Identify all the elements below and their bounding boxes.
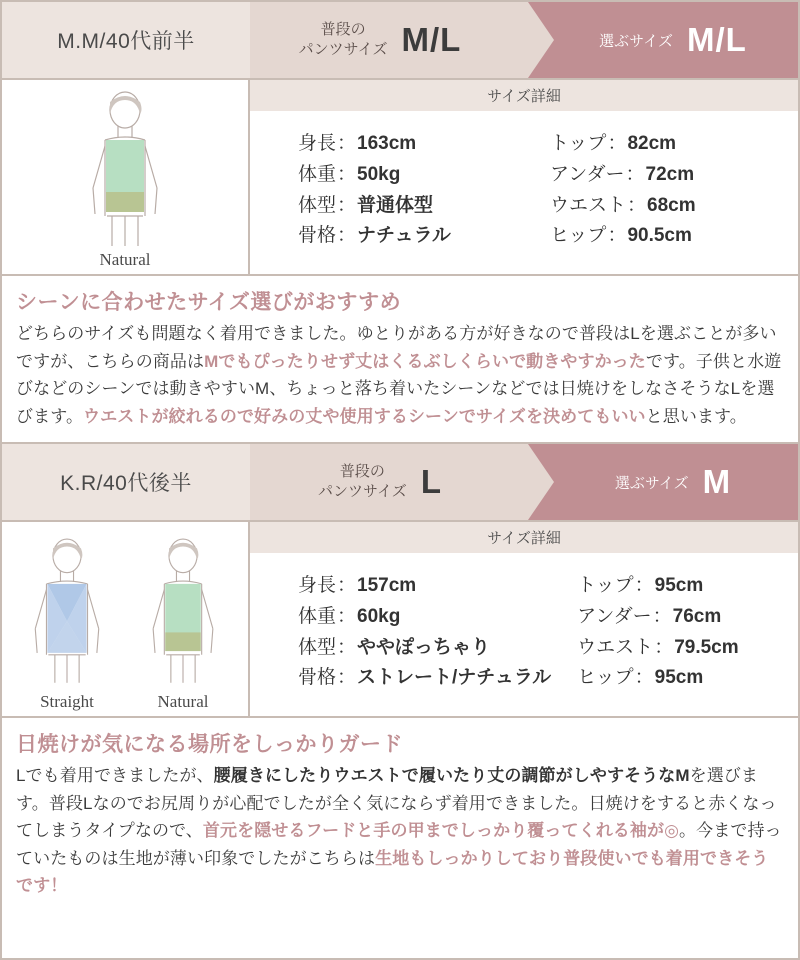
body-figure-natural (65, 88, 185, 270)
chosen-size-block (528, 444, 798, 520)
comment-part-highlight: Mでもぴったりせず丈はくるぶしくらいで動きやすかった (204, 351, 646, 371)
usual-size-label-line1: 普段の (320, 20, 366, 38)
body-type-figures (2, 80, 250, 274)
usual-size-label (318, 462, 407, 503)
spec-key: 体型 (298, 194, 337, 216)
spec-value: 72cm (645, 163, 695, 185)
chosen-size-label: 選ぶサイズ (614, 474, 689, 492)
body-figure-caption: Natural (157, 692, 209, 712)
reviewer-name: M.M/40代前半 (2, 2, 250, 78)
spec-value: 76cm (672, 605, 722, 627)
usual-size-label-line2: パンツサイズ (298, 41, 388, 58)
comment-part-bold: 腰履きにしたりウエストで履いたり丈の調節がしやすそうなM (213, 766, 690, 786)
comment-part: Lでも着用できましたが、 (16, 766, 214, 786)
spec-value: 90.5cm (627, 225, 692, 247)
spec-weight: 体重 ： 60kg (250, 602, 551, 633)
usual-size-value: L (420, 463, 442, 501)
spec-shape: 体型 ： ややぽっちゃり (250, 633, 551, 664)
body-figure-caption: Natural (99, 250, 151, 269)
chosen-size-value: M/L (686, 21, 747, 58)
spec-waist: ウエスト ： 68cm (524, 191, 798, 222)
spec-top: トップ ： 95cm (551, 571, 798, 602)
body-illustration-straight-icon (11, 530, 123, 690)
review-card-2 (2, 442, 798, 912)
size-details (250, 522, 798, 716)
spec-key: 身長 (298, 575, 337, 597)
body-illustration-natural-icon (65, 88, 185, 248)
usual-size-label-line1: 普段の (339, 462, 385, 480)
spec-key: 骨格 (298, 667, 337, 689)
comment-part-highlight: ウエストが絞れるので好みの丈や使用するシーンでサイズを決めてもいい (83, 406, 646, 426)
spec-grid (250, 111, 798, 274)
review-comment (2, 274, 798, 442)
spec-value: ややぽっちゃり (357, 636, 491, 658)
comment-part-highlight: 生地もしっかりしており普段使いでも着用できそうです！ (16, 848, 769, 896)
comment-part: です。子供と水遊びなどのシーンでは動きやすいM、ちょっと落ち着いたシーンなどでは日焼けをしなさそうなLを選びます。 (16, 351, 782, 426)
spec-frame: 骨格 ： ストレート/ナチュラル (250, 663, 551, 694)
size-details-title: サイズ詳細 (250, 522, 798, 553)
comment-title: 日焼けが気になる場所をしっかりガード (16, 733, 403, 757)
spec-grid (250, 553, 798, 716)
comment-title: シーンに合わせたサイズ選びがおすすめ (16, 291, 402, 314)
spec-value: 50kg (357, 163, 401, 185)
comment-part-highlight: 首元を隠せるフードと手の甲までしっかり覆ってくれる袖が◎ (202, 821, 680, 841)
spec-key: ウエスト (577, 636, 654, 658)
spec-key: 身長 (298, 132, 337, 154)
body-figure-natural (127, 530, 239, 712)
comment-part: どちらのサイズも問題なく着用できました。ゆとりがある方が好きなので普段はLを選ぶことが多いですが、こちらの商品は (16, 324, 777, 371)
spec-key: トップ (577, 575, 634, 597)
spec-key: ウエスト (550, 194, 627, 216)
spec-frame: 骨格 ： ナチュラル (250, 221, 524, 252)
review-comment (2, 716, 798, 912)
review-header (2, 2, 798, 78)
comment-part: 。今まで持っていたものは生地が薄い印象でしたがこちらは (16, 821, 782, 868)
comment-text (16, 320, 784, 430)
spec-value: 79.5cm (674, 636, 739, 658)
spec-shape: 体型 ： 普通体型 (250, 191, 524, 222)
usual-size-label-line2: パンツサイズ (318, 483, 407, 501)
spec-value: 68cm (647, 194, 696, 216)
size-details (250, 80, 798, 274)
chosen-size-label: 選ぶサイズ (599, 32, 673, 50)
comment-part: と思います。 (645, 406, 747, 426)
spec-key: 骨格 (298, 225, 337, 247)
usual-size-block (250, 2, 528, 78)
spec-key: アンダー (577, 605, 652, 627)
spec-value: 95cm (654, 575, 704, 597)
spec-key: トップ (550, 132, 607, 154)
review-body (2, 78, 798, 274)
comment-text (16, 762, 784, 900)
spec-key: 体型 (298, 636, 337, 658)
spec-height: 身長 ： 157cm (250, 571, 551, 602)
body-figure-caption: Straight (40, 692, 94, 712)
spec-value: 82cm (627, 132, 677, 154)
spec-key: ヒップ (577, 667, 634, 689)
spec-key: 体重 (298, 163, 337, 185)
spec-key: 体重 (298, 605, 337, 627)
spec-key: ヒップ (550, 225, 607, 247)
spec-value: 157cm (357, 575, 417, 597)
spec-key: アンダー (550, 163, 625, 185)
usual-size-value: M/L (401, 21, 462, 58)
review-card-1 (2, 2, 798, 442)
spec-value: 163cm (357, 132, 417, 154)
body-type-figures (2, 522, 250, 716)
spec-height: 身長 ： 163cm (250, 129, 524, 160)
usual-size-block (250, 444, 528, 520)
review-body (2, 520, 798, 716)
spec-waist: ウエスト ： 79.5cm (551, 633, 798, 664)
spec-top: トップ ： 82cm (524, 129, 798, 160)
spec-hip: ヒップ ： 95cm (551, 663, 798, 694)
spec-under: アンダー ： 76cm (551, 602, 798, 633)
spec-value: 普通体型 (357, 194, 434, 216)
spec-value: ストレート/ナチュラル (357, 667, 552, 689)
size-details-title: サイズ詳細 (250, 80, 798, 111)
review-header (2, 444, 798, 520)
spec-value: 60kg (357, 605, 401, 627)
spec-weight: 体重 ： 50kg (250, 160, 524, 191)
body-figure-straight (11, 530, 123, 712)
spec-value: ナチュラル (357, 225, 451, 247)
spec-under: アンダー ： 72cm (524, 160, 798, 191)
body-illustration-natural-icon (127, 530, 239, 690)
chosen-size-block (528, 2, 798, 78)
usual-size-label (299, 20, 388, 61)
chosen-size-value: M (702, 463, 732, 501)
spec-hip: ヒップ ： 90.5cm (524, 221, 798, 252)
comment-part: を選びます。普段Lなのでお尻周りが心配でしたが全く気にならず着用できました。日焼けをすると赤くなってしまうタイプなので、 (16, 766, 777, 841)
spec-value: 95cm (654, 667, 704, 689)
reviewer-name: K.R/40代後半 (2, 444, 250, 520)
